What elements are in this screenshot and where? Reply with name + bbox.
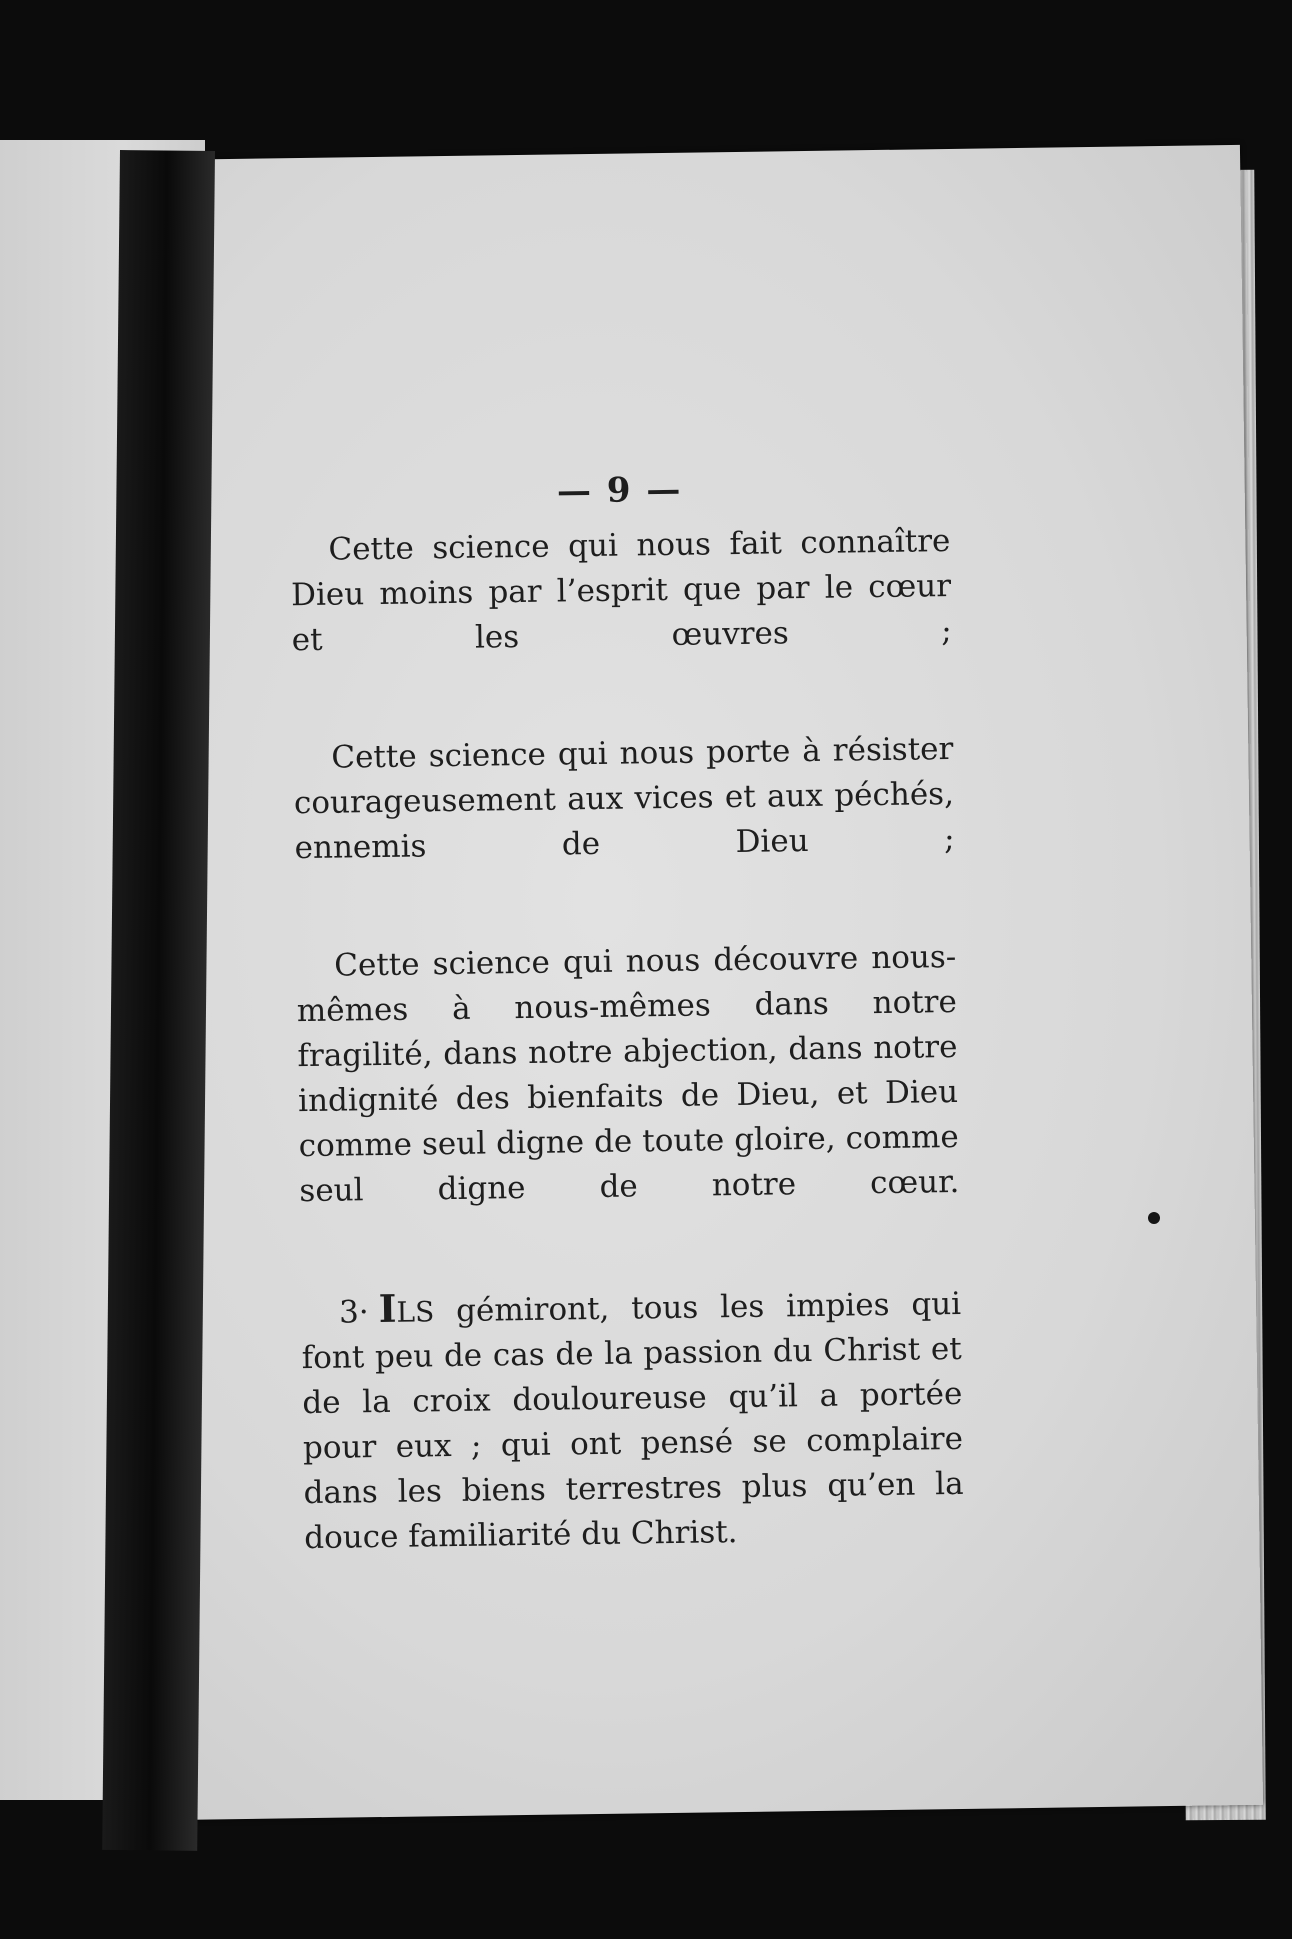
book-binding <box>102 150 215 1851</box>
drop-cap: I <box>378 1285 397 1332</box>
verse-text: gémiront, tous les impies qui font peu de cas de la passion du Christ et de la croix douloureuse qu’il a portée pour eux ; qui ont pensé se complaire dans les biens terrestres plus qu’en la douce familiarité du Christ. <box>301 1285 964 1557</box>
small-caps: LS <box>396 1295 435 1329</box>
page-text <box>289 464 964 1561</box>
paragraph: Cette science qui nous porte à résister courageusement aux vices et aux péchés, ennemis de Dieu ; <box>293 730 955 867</box>
paragraph: Cette science qui nous découvre nous-mêmes à nous-mêmes dans notre fragilité, dans notre abjection, dans notre indignité des bienfaits de Dieu, et Dieu comme seul digne de toute gloire, comme seul digne de notre cœur. <box>296 938 960 1210</box>
verse-number: 3· <box>338 1294 369 1331</box>
right-page <box>160 145 1263 1820</box>
ink-speck <box>1148 1212 1160 1224</box>
verse-paragraph <box>301 1278 965 1561</box>
page-number: — 9 — <box>556 469 683 512</box>
paragraph: Cette science qui nous fait connaître Dieu moins par l’esprit que par le cœur et les œuvres ; <box>290 523 952 659</box>
